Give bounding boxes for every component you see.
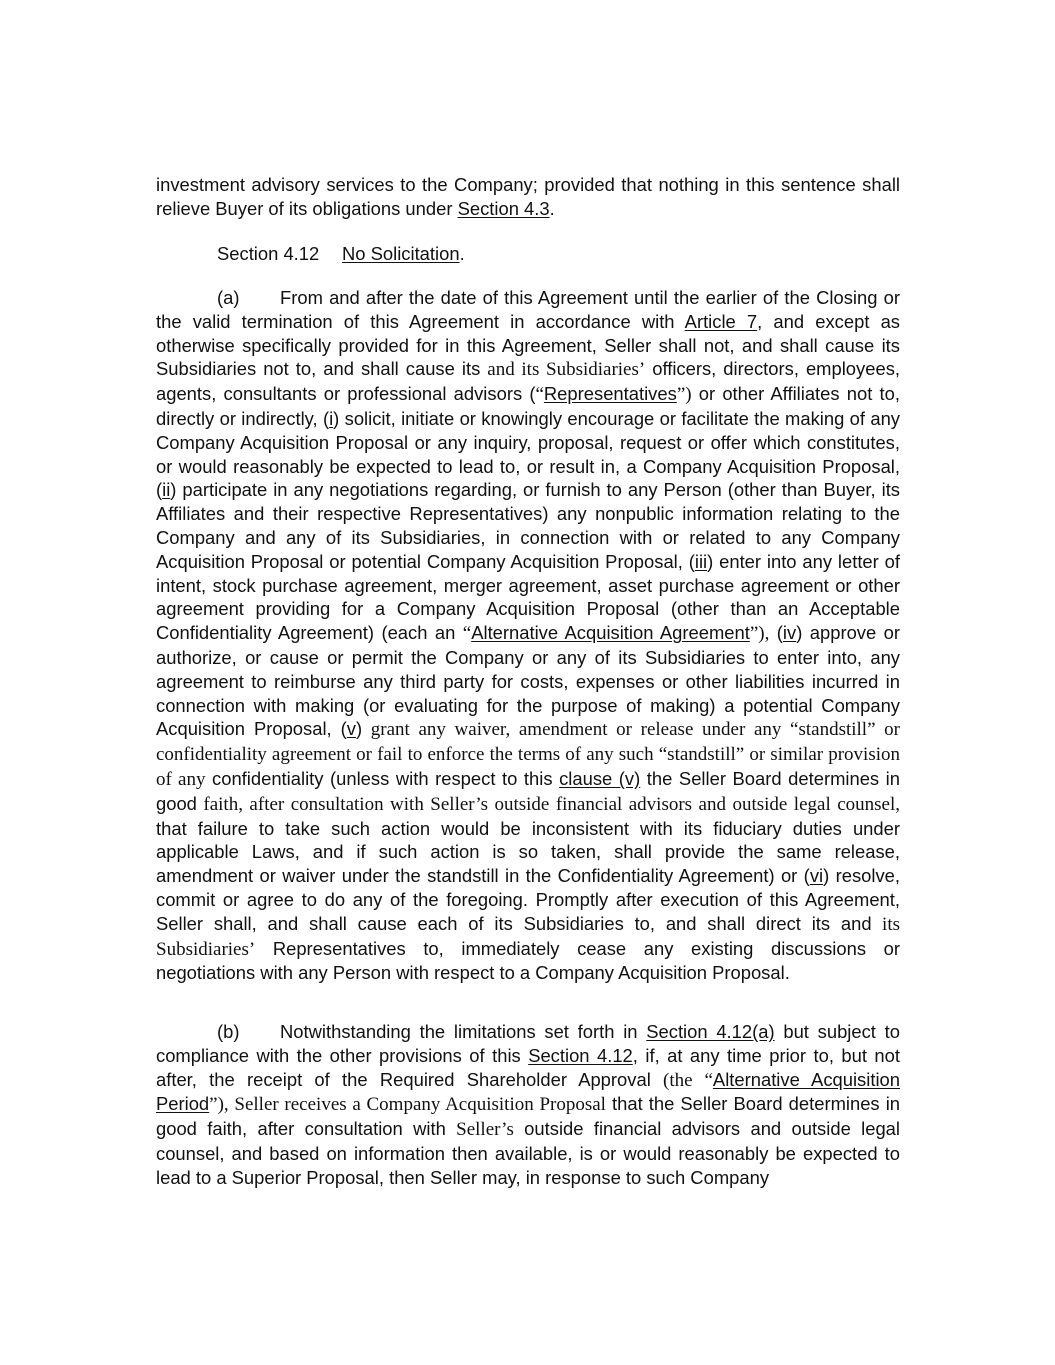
text-run: , if, at any time prior to, but not after, the receipt of the Required Shareholder Approval	[156, 1044, 900, 1090]
clause-numeral: iv	[782, 622, 797, 644]
section-reference-link: Section 4.12	[528, 1044, 633, 1066]
clause-numeral: v	[346, 718, 356, 740]
text-run: faith, after consultation with Seller’s outside financial advisors and outside legal counsel,	[196, 793, 900, 815]
paragraph-continuation	[156, 173, 900, 221]
clause-numeral: ii	[162, 479, 171, 501]
text-run: ) enter into any letter of intent, stock purchase agreement, merger agreement, asset purchase agreement or other agreement providing for a Company Acquisition Proposal (other than an Acceptable Confidentiality Agreement) (each an	[156, 550, 900, 644]
text-run: its Subsidiaries’	[156, 913, 900, 960]
article-reference: Article 7	[684, 310, 758, 332]
text-run: investment advisory services to the Company; provided that nothing in this sentence shall relieve Buyer of its obligations under	[156, 174, 900, 219]
text-run: .	[549, 197, 555, 219]
section-reference-link: Section 4.12(a)	[646, 1021, 775, 1042]
defined-term: Alternative Acquisition Period	[156, 1068, 900, 1115]
clause-reference: clause (v)	[559, 767, 641, 789]
text-run: ) participate in any negotiations regarding, or furnish to any Person (other than Buyer, its Affiliates and their respective Representatives) any nonpublic information relating to the Company and any of its Subsidiaries, in connection with or related to any Company Acquisition Proposal or potential Company Acquisition Proposal, (	[156, 479, 900, 572]
text-run: “	[535, 384, 544, 406]
text-run: ”)	[676, 384, 692, 406]
text-run: ) solicit, initiate or knowingly encourage or facilitate the making of any Company Acquisition Proposal or any inquiry, proposal, request or offer which constitutes, or would reasonably be expected to lead to, or result in, a Company Acquisition Proposal, (	[156, 407, 901, 501]
clause-numeral: iii	[694, 550, 708, 572]
text-run: ”), Seller receives a Company Acquisition Proposal	[209, 1094, 606, 1116]
text-run: officers, directors, employees, agents, consultants or professional advisors (	[156, 358, 900, 405]
clause-numeral: vi	[809, 865, 824, 887]
text-run: .	[459, 243, 465, 264]
text-run: the Seller Board determines in good	[156, 767, 900, 814]
text-run: and its Subsidiaries’	[487, 359, 646, 381]
defined-term: Alternative Acquisition Agreement	[471, 622, 750, 644]
text-run: (	[769, 622, 783, 644]
clause-numeral: i	[329, 407, 334, 429]
text-run: ) resolve, commit or agree to do any of the foregoing. Promptly after execution of this Agreement, Seller shall, and shall cause each of its Subsidiaries to, and shall direct its and	[156, 865, 900, 934]
paragraph-marker: (a)	[217, 287, 240, 308]
section-title: No Solicitation	[342, 243, 460, 264]
paragraph-b	[156, 1020, 900, 1190]
section-reference-link: Section 4.3	[457, 197, 550, 219]
defined-term: Representatives	[543, 383, 677, 405]
text-run: Notwithstanding the limitations set forth in	[280, 1021, 647, 1042]
text-run: ) approve or authorize, or cause or permit the Company or any of its Subsidiaries to enter into, any agreement to reimburse any third party for costs, expenses or other liabilities incurred in connection with making (or evaluating for the purpose of making) a potential Company Acquisition Proposal, (	[156, 622, 901, 740]
text-run: )	[355, 718, 363, 740]
text-run: ”),	[749, 623, 770, 645]
section-heading	[217, 242, 465, 266]
text-run: that failure to take such action would be inconsistent with its fiduciary duties under applicable Laws, and if such action is so taken, shall provide the same release, amendment or waiver under the standstill in the Confidentiality Agreement) or (	[156, 817, 900, 887]
text-run: “	[462, 623, 472, 645]
text-run: confidentiality (unless with respect to this	[205, 767, 560, 789]
text-run: outside financial advisors and outside legal counsel, and based on information then available, is or would reasonably be expected to lead to a Superior Proposal, then Seller may, in response to such Company	[156, 1118, 900, 1188]
text-run: From and after the date of this Agreement until the earlier of the Closing or the valid termination of this Agreement in accordance with	[156, 287, 900, 332]
text-run: Representatives to, immediately cease any existing discussions or negotiations with any Person with respect to a Company Acquisition Proposal.	[156, 937, 900, 984]
paragraph-marker: (b)	[217, 1021, 240, 1042]
text-run: Seller’s	[456, 1119, 514, 1141]
text-run: grant any waiver, amendment or release under any “standstill” or confidentiality agreement or fail to enforce the terms of any such “standstill” or similar provision of any	[156, 719, 900, 790]
paragraph-a	[156, 286, 900, 985]
text-run: that the Seller Board determines in good faith, after consultation with	[156, 1093, 901, 1140]
text-run: or other Affiliates not to, directly or indirectly, (	[156, 383, 900, 429]
text-run: (the “	[663, 1069, 713, 1091]
text-run: but subject to compliance with the other provisions of this	[156, 1021, 900, 1066]
text-run: , and except as otherwise specifically provided for in this Agreement, Seller shall not, and shall cause its Subsidiaries not to, and shall cause its	[156, 310, 900, 380]
section-number: Section 4.12	[217, 243, 320, 264]
